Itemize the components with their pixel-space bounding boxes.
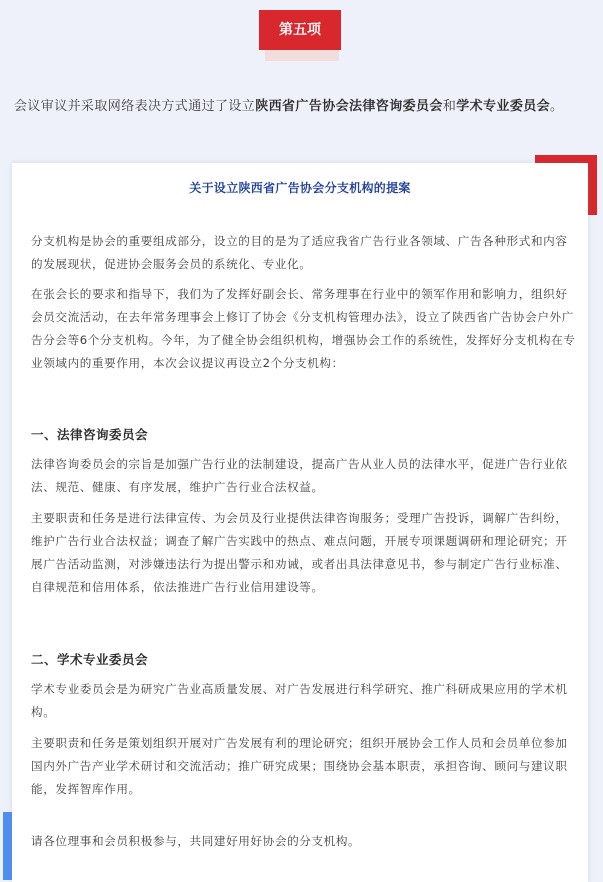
heading-academic-committee: 二、学术专业委员会 xyxy=(31,652,149,667)
proposal-title: 关于设立陕西省广告协会分支机构的提案 xyxy=(189,181,411,195)
intro-suffix: 。 xyxy=(550,99,564,114)
intro-paragraph xyxy=(14,95,590,119)
paragraph-legal-purpose: 法律咨询委员会的宗旨是加强广告行业的法制建设，提高广告从业人员的法律水平，促进广告行业依法、规范、健康、有序发展，维护广告行业合法权益。 xyxy=(31,457,568,494)
proposal-card xyxy=(12,163,588,882)
paragraph-background: 在张会长的要求和指导下，我们为了发挥好副会长、常务理事在行业中的领军作用和影响力，组织好会员交流活动，在去年常务理事会上修订了协会《分支机构管理办法》，设立了陕西省广告协会户外广告分会等6个分支机构。今年，为了健全协会组织机构，增强协会工作的系统性，发挥好分支机构在专业领域内的重要作用，本次会议提议再设立2个分支机构： xyxy=(31,287,576,370)
section-badge: 第五项 xyxy=(259,10,341,50)
intro-mid: 和 xyxy=(442,99,457,114)
section-badge-area xyxy=(0,0,603,70)
paragraph-academic-purpose: 学术专业委员会是为研究广告业高质量发展、对广告发展进行科学研究、推广科研成果应用的学术机构。 xyxy=(31,682,568,719)
paragraph-intro: 分支机构是协会的重要组成部分，设立的目的是为了适应我省广告行业各领域、广告各种形式和内容的发展现状，促进协会服务会员的系统化、专业化。 xyxy=(31,234,568,271)
paragraph-closing: 请各位理事和会员积极参与，共同建好用好协会的分支机构。 xyxy=(31,834,361,848)
paragraph-legal-duties: 主要职责和任务是进行法律宣传、为会员及行业提供法律咨询服务；受理广告投诉，调解广告纠纷，维护广告行业合法权益；调查了解广告实践中的热点、难点问题，开展专项课题调研和理论研究；开展广告活动监测，对涉嫌违法行为提出警示和劝诫，或者出具法律意见书，参与制定广告行业标准、自律规范和信用体系，依法推进广告行业信用建设等。 xyxy=(31,511,568,594)
intro-bold-legal: 陕西省广告协会法律咨询委员会 xyxy=(255,99,443,114)
intro-prefix: 会议审议并采取网络表决方式通过了设立 xyxy=(14,99,256,114)
intro-bold-academic: 学术专业委员会 xyxy=(456,99,551,114)
heading-legal-committee: 一、法律咨询委员会 xyxy=(31,427,149,442)
paragraph-academic-duties: 主要职责和任务是策划组织开展对广告发展有利的理论研究；组织开展协会工作人员和会员单位参加国内外广告产业学术研讨和交流活动；推广研究成果；围绕协会基本职责，承担咨询、顾问与建议职能，发挥智库作用。 xyxy=(31,736,568,796)
